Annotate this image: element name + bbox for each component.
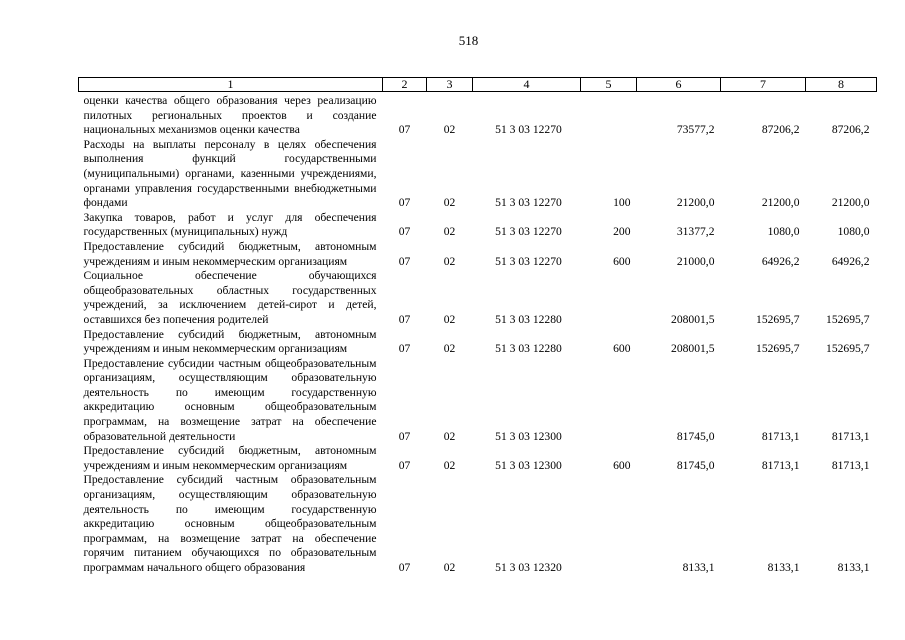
row-value-6: 81745,0 [676, 429, 715, 443]
table-row [79, 444, 877, 473]
row-subsection: 02 [443, 312, 456, 326]
row-description: оценки качества общего образования через реализацию пилотных региональных проектов и создание национальных механизмов оценки качества [83, 94, 377, 137]
table-row [79, 211, 877, 240]
row-target-code: 51 3 03 12280 [495, 312, 562, 326]
row-section: 07 [398, 254, 411, 268]
row-section: 07 [398, 561, 411, 574]
row-value-6: 208001,5 [671, 342, 715, 356]
header-row [79, 78, 877, 92]
row-description: Предоставление субсидий бюджетным, автономным учреждениям и иным некоммерческим организациям [83, 327, 377, 356]
row-description: Предоставление субсидий бюджетным, автономным учреждениям и иным некоммерческим организациям [83, 239, 377, 268]
header-col-8: 8 [806, 78, 877, 92]
row-value-8: 152695,7 [826, 342, 870, 356]
row-value-6: 73577,2 [676, 123, 715, 137]
row-value-7: 87206,2 [761, 123, 800, 137]
row-description: Предоставление субсидий бюджетным, автономным учреждениям и иным некоммерческим организациям [83, 444, 377, 472]
row-expense-type: 100 [613, 196, 631, 210]
table-row [79, 240, 877, 269]
table-row [79, 269, 877, 327]
table-row [79, 138, 877, 211]
row-target-code: 51 3 03 12270 [495, 254, 562, 268]
row-section: 07 [398, 312, 411, 326]
row-subsection: 02 [443, 196, 456, 210]
row-section: 07 [398, 123, 411, 137]
row-section: 07 [398, 196, 411, 210]
row-value-8: 81713,1 [831, 429, 870, 443]
row-value-6: 31377,2 [676, 225, 715, 239]
row-value-7: 152695,7 [756, 312, 800, 326]
row-value-7: 152695,7 [756, 342, 800, 356]
row-value-7: 64926,2 [761, 254, 800, 268]
row-expense-type [581, 92, 637, 138]
budget-table [78, 77, 877, 576]
row-section: 07 [398, 342, 411, 356]
row-value-7: 1080,0 [767, 225, 800, 239]
row-description: Расходы на выплаты персоналу в целях обеспечения выполнения функций государственными (муниципальными) органами, казенными учреждениями, органами управления государственными внебюджетными фондами [83, 137, 377, 210]
row-subsection: 02 [443, 458, 456, 472]
header-col-6: 6 [637, 78, 721, 92]
table-row [79, 92, 877, 138]
table-header [79, 78, 877, 92]
row-expense-type: 600 [613, 342, 631, 356]
row-section: 07 [398, 458, 411, 472]
row-value-7: 8133,1 [767, 561, 800, 574]
row-target-code: 51 3 03 12300 [495, 458, 562, 472]
row-target-code: 51 3 03 12270 [495, 225, 562, 239]
row-value-7: 81713,1 [761, 429, 800, 443]
table-body [79, 92, 877, 576]
row-target-code: 51 3 03 12300 [495, 429, 562, 443]
row-subsection: 02 [443, 561, 456, 574]
row-value-8: 1080,0 [837, 225, 870, 239]
row-value-8: 81713,1 [831, 458, 870, 472]
row-value-8: 64926,2 [831, 254, 870, 268]
row-value-6: 21000,0 [676, 254, 715, 268]
row-value-8: 21200,0 [831, 196, 870, 210]
row-value-6: 208001,5 [671, 312, 715, 326]
header-col-7: 7 [721, 78, 806, 92]
row-expense-type: 600 [613, 458, 631, 472]
row-target-code: 51 3 03 12280 [495, 342, 562, 356]
row-expense-type: 200 [613, 225, 631, 239]
table-row [79, 328, 877, 357]
header-col-5: 5 [581, 78, 637, 92]
header-col-3: 3 [427, 78, 473, 92]
table-row [79, 473, 877, 575]
row-section: 07 [398, 225, 411, 239]
row-expense-type: 600 [613, 254, 631, 268]
header-col-4: 4 [473, 78, 581, 92]
row-value-8: 87206,2 [831, 123, 870, 137]
row-value-7: 21200,0 [761, 196, 800, 210]
row-value-6: 21200,0 [676, 196, 715, 210]
row-subsection: 02 [443, 225, 456, 239]
row-subsection: 02 [443, 254, 456, 268]
row-target-code: 51 3 03 12270 [495, 123, 562, 137]
header-col-1: 1 [79, 78, 383, 92]
row-value-6: 81745,0 [676, 458, 715, 472]
row-description: Закупка товаров, работ и услуг для обеспечения государственных (муниципальных) нужд [83, 210, 377, 239]
header-col-2: 2 [383, 78, 427, 92]
row-subsection: 02 [443, 123, 456, 137]
table-row [79, 357, 877, 445]
row-value-8: 8133,1 [837, 561, 870, 574]
row-value-6: 8133,1 [682, 561, 715, 574]
row-target-code: 51 3 03 12320 [495, 561, 562, 574]
row-description: Предоставление субсидии частным общеобразовательным организациям, осуществляющим образовательную деятельность по имеющим государственную аккредитацию основным общеобразовательным программам, на возмещение затрат на обеспечение образовательной деятельности [83, 356, 377, 443]
row-target-code: 51 3 03 12270 [495, 196, 562, 210]
row-value-8: 152695,7 [826, 312, 870, 326]
page-number: 518 [458, 33, 479, 48]
row-description: Социальное обеспечение обучающихся общеобразовательных областных государственных учреждений, за исключением детей-сирот и детей, оставшихся без попечения родителей [83, 269, 377, 326]
row-subsection: 02 [443, 342, 456, 356]
row-description: Предоставление субсидий частным образовательным организациям, осуществляющим образовательную деятельность по имеющим государственную аккредитацию основным общеобразовательным программам, на возмещение затрат на обеспечение горячим питанием обучающихся по образовательным программам начального общего образования [83, 473, 377, 574]
row-expense-type [581, 473, 637, 575]
row-expense-type [581, 269, 637, 327]
row-section: 07 [398, 429, 411, 443]
row-expense-type [581, 357, 637, 445]
row-value-7: 81713,1 [761, 458, 800, 472]
row-subsection: 02 [443, 429, 456, 443]
